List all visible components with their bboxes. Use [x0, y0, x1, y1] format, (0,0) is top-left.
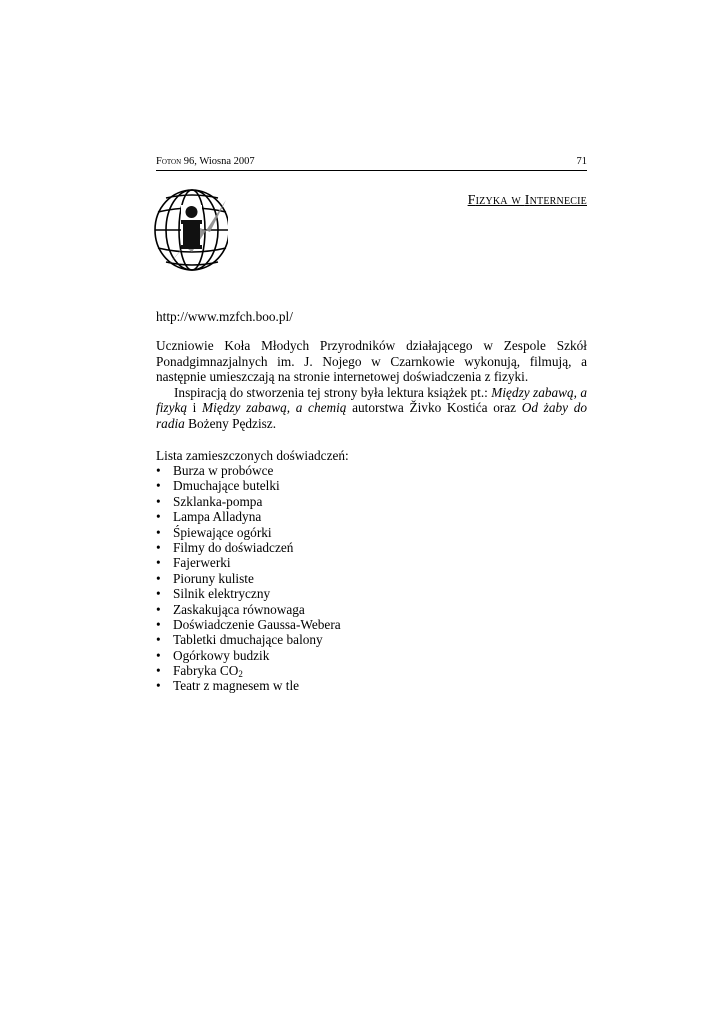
website-url[interactable]: http://www.mzfch.boo.pl/	[156, 309, 293, 324]
list-item: • Filmy do doświadczeń	[156, 539, 294, 555]
list-item: • Doświadczenie Gaussa-Webera	[156, 616, 341, 632]
list-item: • Pioruny kuliste	[156, 570, 254, 586]
section-title: Fizyka w Internecie	[467, 193, 587, 208]
list-item: • Burza w probówce	[156, 463, 274, 478]
list-item: • Silnik elektryczny	[156, 586, 271, 602]
book-title: Między zabawą, a chemią	[202, 400, 347, 415]
paragraph-inspiration: Inspiracją do stworzenia tej strony była lektura książek pt.: Między zabawą, a fizyką i Między zabawą, a chemią autorstwa Živko Kostića oraz Od żaby do radia Bożeny Pędzisz.	[156, 384, 588, 431]
list-item: • Fabryka $CO_2$	[156, 663, 243, 680]
book-title: Od żaby do radia	[156, 400, 587, 431]
list-item: • Śpiewające ogórki	[156, 524, 272, 540]
article-body	[156, 338, 587, 431]
paragraph-intro: Uczniowie Koła Młodych Przyrodników działającego w Zespole Szkół Ponadgimnazjalnych im. J. Nojego w Czarnkowie wykonują, filmują, a następnie umieszczają na stronie internetowej doświadczenia z fizyki.	[156, 338, 587, 384]
list-item: • Ogórkowy budzik	[156, 647, 270, 663]
list-item: • Fajerwerki	[156, 555, 231, 571]
experiment-list	[156, 463, 341, 694]
header-rule	[156, 170, 587, 171]
list-item: • Dmuchające butelki	[156, 478, 280, 494]
list-item: • Tabletki dmuchające balony	[156, 632, 323, 648]
list-item: • Lampa Alladyna	[156, 509, 262, 525]
list-item: • Zaskakująca równowaga	[156, 601, 305, 617]
globe-info-icon	[152, 186, 236, 274]
page-number: 71	[576, 156, 587, 167]
book-title: Między zabawą, a fizyką	[156, 384, 588, 415]
journal-issue: Foton 96, Wiosna 2007	[156, 156, 255, 167]
list-title: Lista zamieszczonych doświadczeń:	[156, 448, 349, 463]
list-item: • Szklanka-pompa	[156, 493, 263, 509]
list-item: • Teatr z magnesem w tle	[156, 678, 300, 694]
